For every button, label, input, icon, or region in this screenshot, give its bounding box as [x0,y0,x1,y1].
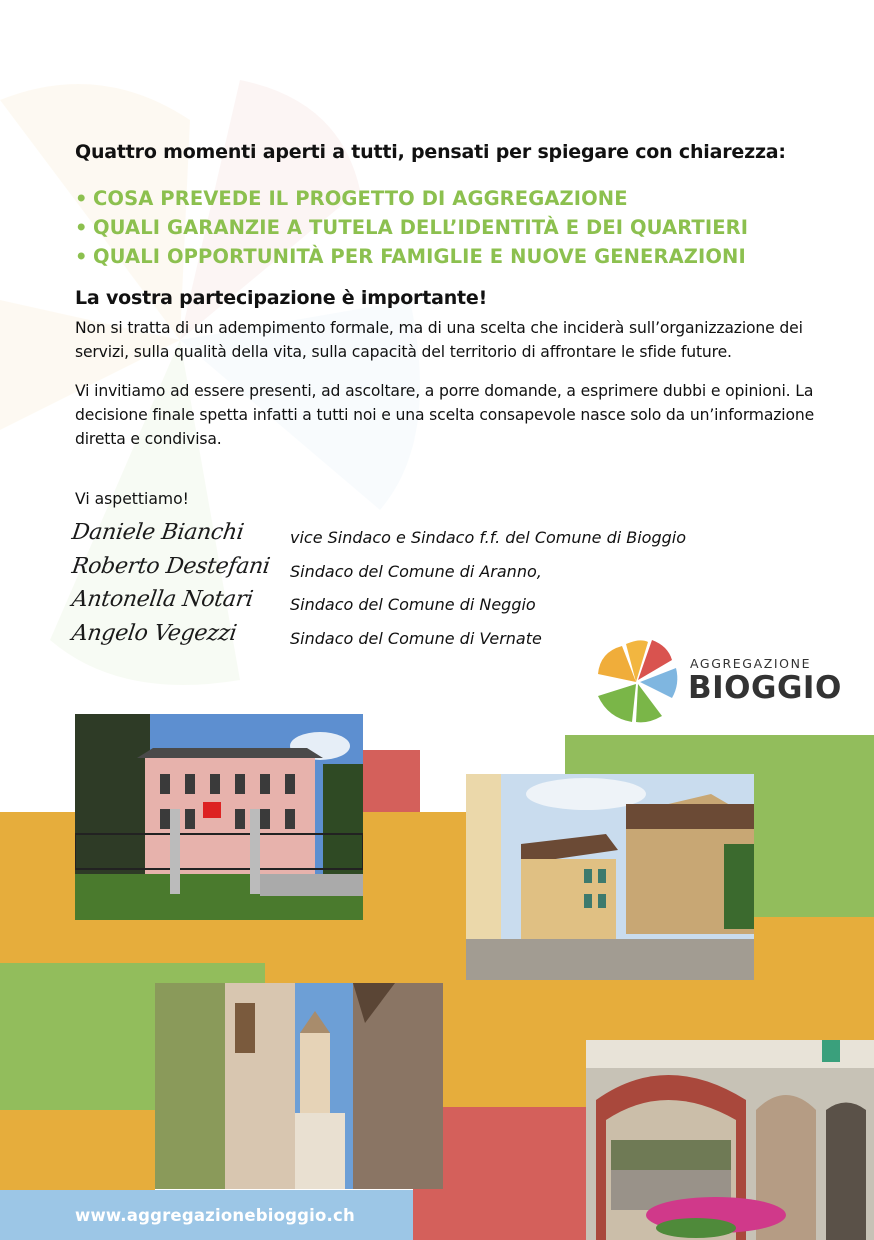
signatory-role: Sindaco del Comune di Aranno, [290,561,542,581]
signatory-role: vice Sindaco e Sindaco f.f. del Comune di Bioggio [290,528,687,547]
aggregazione-bioggio-logo [596,638,846,724]
photo-village-houses [466,774,754,980]
signature: Daniele Bianchi [70,520,246,545]
topics-list [75,184,748,271]
intro-heading: Quattro momenti aperti a tutti, pensati per spiegare con chiarezza: [75,141,786,163]
paragraph-2: Vi invitiamo ad essere presenti, ad ascoltare, a porre domande, a esprimere dubbi e opinioni. La decisione finale spetta infatti a tutti noi e una scelta consapevole nasce solo da un’informazione diretta e condivisa. [75,382,815,448]
color-block [0,1110,155,1190]
participation-heading: La vostra partecipazione è importante! [75,287,488,309]
signature: Antonella Notari [70,587,255,612]
closing-text: Vi aspettiamo! [75,490,189,508]
color-block [443,1040,586,1110]
logo-text-large: BIOGGIO [688,670,842,706]
signature: Angelo Vegezzi [70,620,239,646]
flower-logo-icon [596,638,682,724]
website-url: www.aggregazionebioggio.ch [75,1206,355,1225]
paragraph-1: Non si tratta di un adempimento formale, ma di una scelta che inciderà sull’organizzazione dei servizi, sulla qualità della vita, sulla capacità del territorio di affrontare le sfide future. [75,319,803,361]
photo-alley-church [155,983,443,1189]
logo-text-small: AGGREGAZIONE [690,656,812,671]
topic-item: • QUALI OPPORTUNITÀ PER FAMIGLIE E NUOVE GENERAZIONI [75,245,746,268]
signature: Roberto Destefani [70,553,272,579]
photo-villa [75,714,363,920]
photo-arched-fountain [586,1040,874,1240]
color-block [362,750,420,812]
signatory-role: Sindaco del Comune di Neggio [290,595,536,614]
topic-item: • COSA PREVEDE IL PROGETTO DI AGGREGAZIONE [75,187,628,210]
signatory-role: Sindaco del Comune di Vernate [290,628,542,648]
topic-item: • QUALI GARANZIE A TUTELA DELL’IDENTITÀ E DEI QUARTIERI [75,216,749,239]
